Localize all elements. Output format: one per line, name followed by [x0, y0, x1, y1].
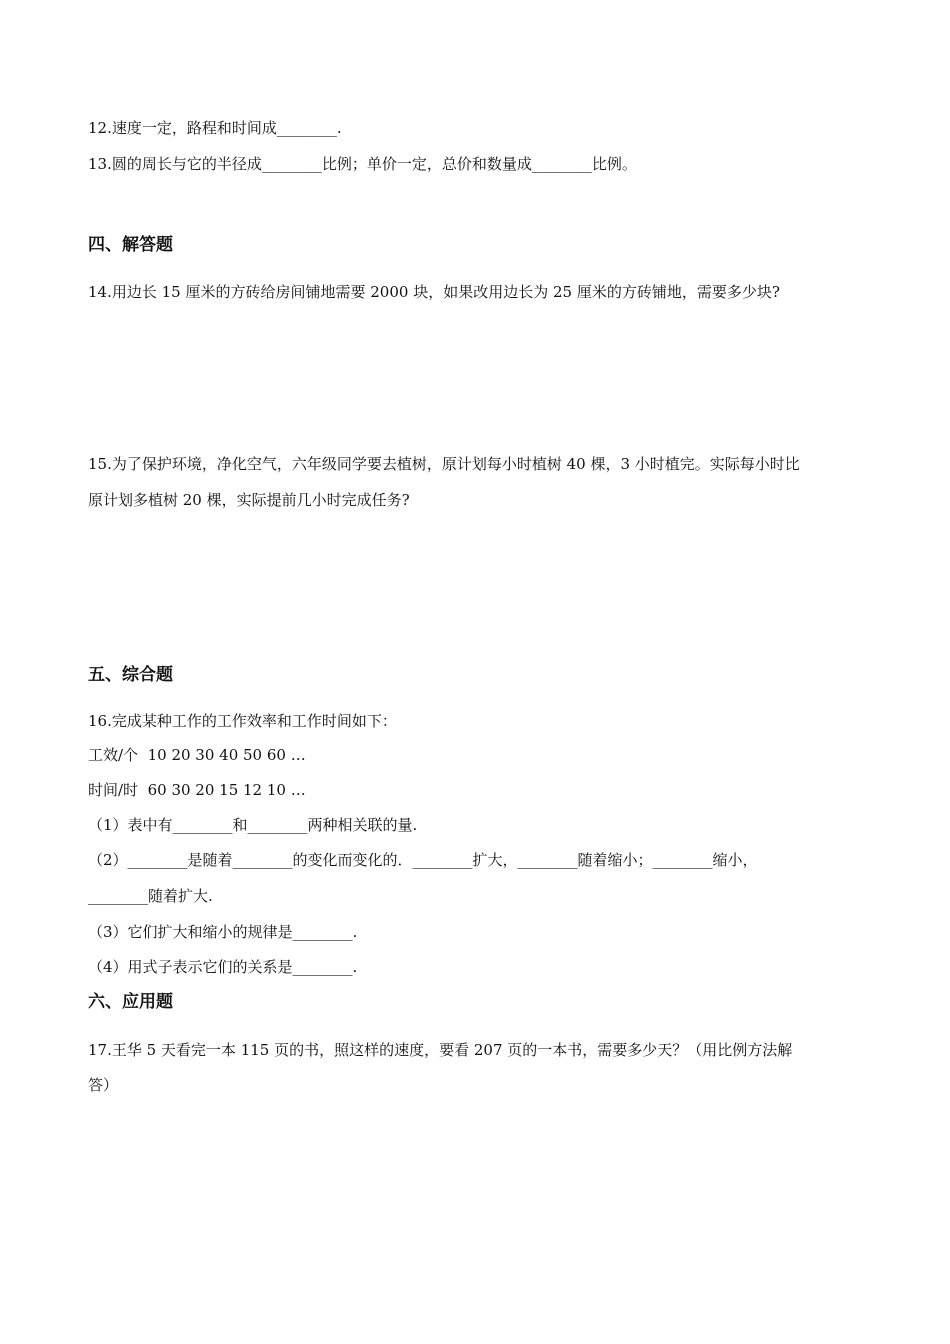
question-15-line-2: 原计划多植树 20 棵，实际提前几小时完成任务?	[88, 491, 410, 509]
question-14: 14.用边长 15 厘米的方砖给房间铺地需要 2000 块，如果改用边长为 25 厘米的方砖铺地，需要多少块?	[88, 283, 780, 301]
section-5-title: 五、综合题	[88, 665, 173, 685]
time-row: 时间/时 60 30 20 15 12 10 …	[88, 781, 306, 799]
question-16-part-1: （1）表中有________和________两种相关联的量.	[88, 816, 418, 834]
question-16-part-4: （4）用式子表示它们的关系是________.	[88, 958, 358, 976]
question-12: 12.速度一定，路程和时间成________.	[88, 119, 342, 137]
question-16-intro: 16.完成某种工作的工作效率和工作时间如下：	[88, 712, 397, 730]
question-17-line-1: 17.王华 5 天看完一本 115 页的书，照这样的速度，要看 207 页的一本书，需要多少天？（用比例方法解	[88, 1041, 793, 1059]
section-4-title: 四、解答题	[88, 235, 173, 255]
question-16-part-2-line-2: ________随着扩大.	[88, 887, 213, 905]
question-16-part-3: （3）它们扩大和缩小的规律是________.	[88, 923, 358, 941]
question-16-part-2-line-1: （2）________是随着________的变化而变化的．________扩大，________随着缩小；________缩小，	[88, 851, 758, 869]
question-17-line-2: 答）	[88, 1076, 119, 1094]
section-6-title: 六、应用题	[88, 992, 173, 1012]
efficiency-row: 工效/个 10 20 30 40 50 60 …	[88, 746, 306, 764]
question-15-line-1: 15.为了保护环境，净化空气，六年级同学要去植树，原计划每小时植树 40 棵，3 小时植完。实际每小时比	[88, 455, 800, 473]
question-13: 13.圆的周长与它的半径成________比例；单价一定，总价和数量成________比例。	[88, 155, 637, 173]
